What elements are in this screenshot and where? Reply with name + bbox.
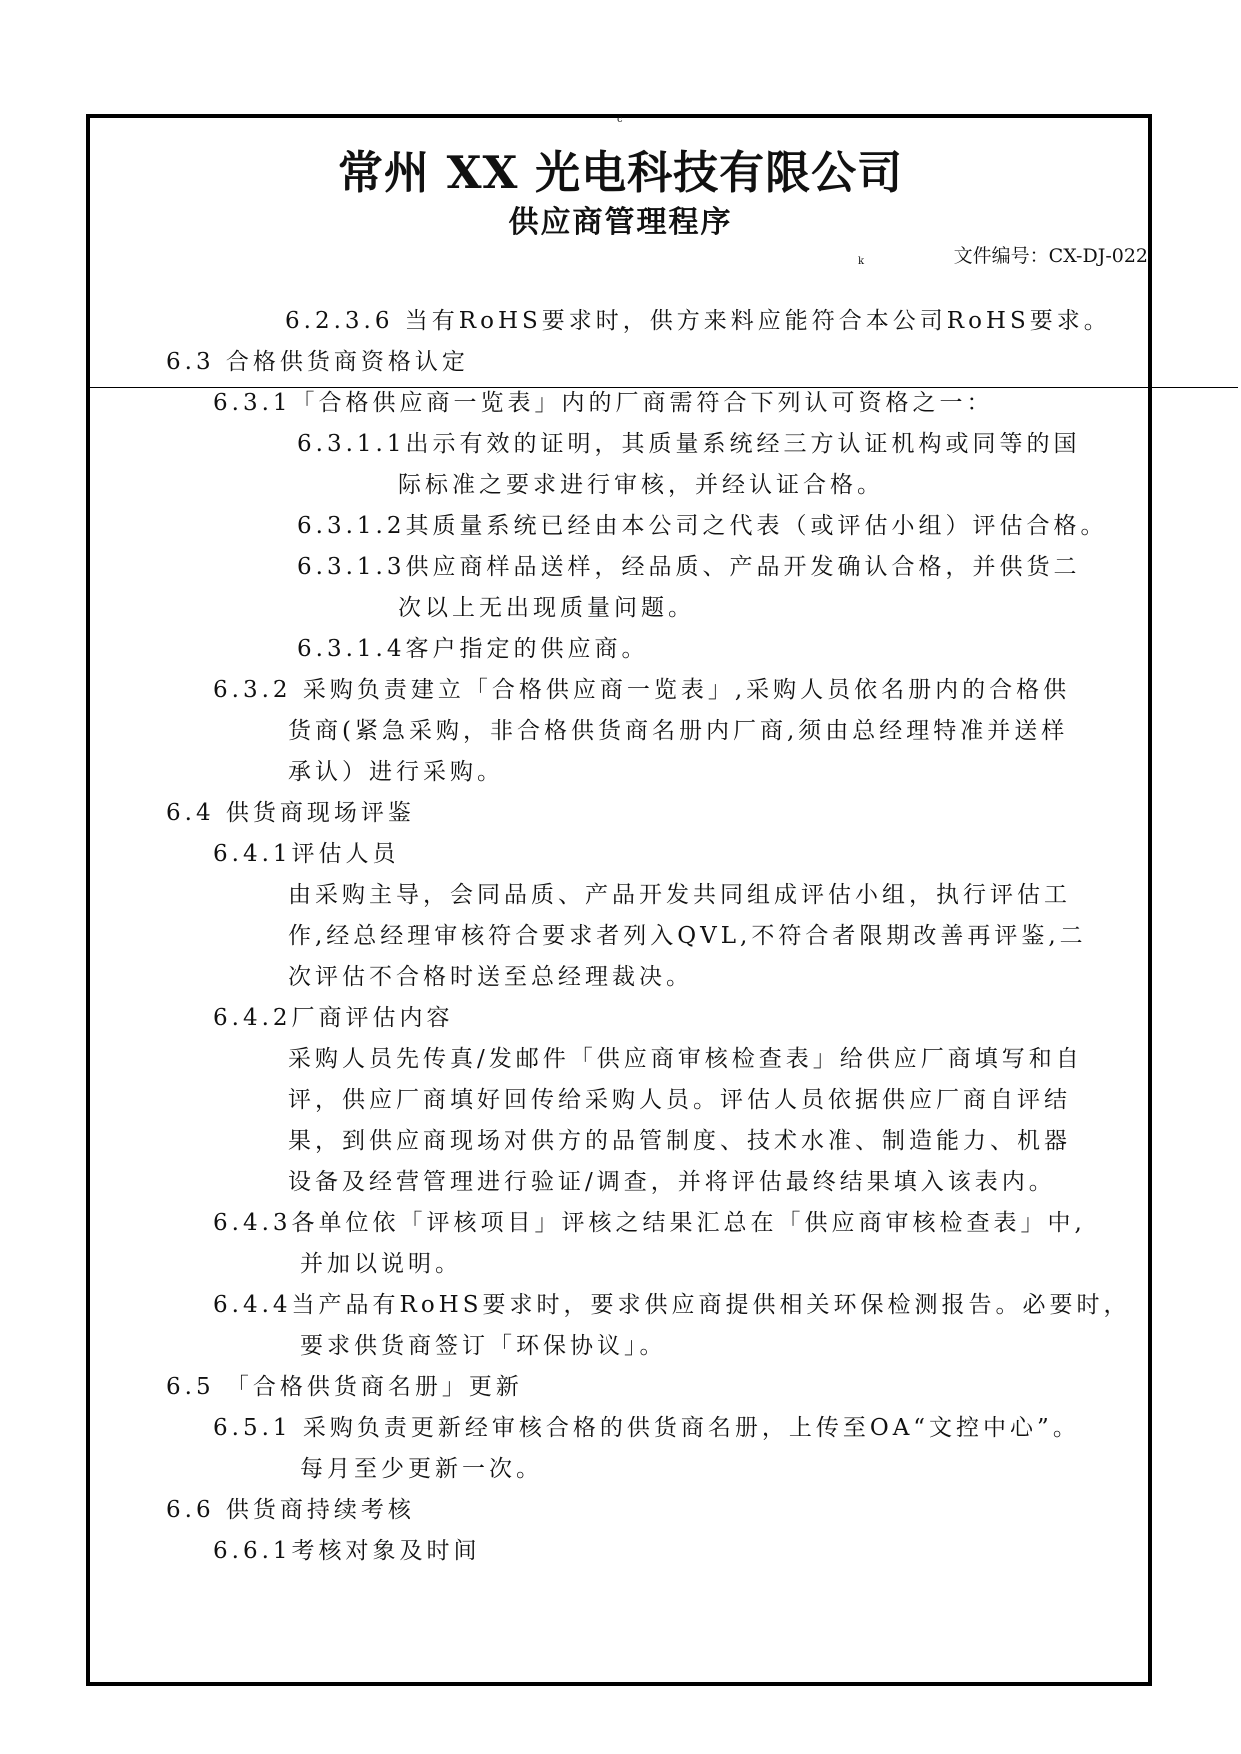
body-line: 6.4.4当产品有RoHS要求时，要求供应商提供相关环保检测报告。必要时， — [213, 1292, 1131, 1318]
section-heading: 6.6 供货商持续考核 — [166, 1497, 415, 1523]
company-name: 常州 XX 光电科技有限公司 — [337, 146, 904, 199]
body-line: 6.3.1「合格供应商一览表」内的厂商需符合下列认可资格之一： — [213, 390, 994, 416]
body-line: 际标准之要求进行审核，并经认证合格。 — [398, 472, 884, 498]
section-heading: 6.3 合格供货商资格认定 — [166, 349, 469, 375]
header-mark: c — [617, 114, 623, 125]
document-number: 文件编号：CX-DJ-022 — [953, 245, 1148, 267]
document-title: 供应商管理程序 — [508, 205, 733, 240]
body-line: 次以上无出现质量问题。 — [398, 595, 695, 621]
body-line: 采购人员先传真/发邮件「供应商审核检查表」给供应厂商填写和自 — [288, 1046, 1083, 1072]
body-line: 6.4.2厂商评估内容 — [213, 1005, 454, 1031]
body-line: 6.4.3各单位依「评核项目」评核之结果汇总在「供应商审核检查表」中, — [213, 1210, 1086, 1236]
body-line: 6.3.1.2其质量系统已经由本公司之代表（或评估小组）评估合格。 — [297, 513, 1108, 539]
body-line: 6.6.1考核对象及时间 — [213, 1538, 481, 1564]
body-line: 6.4.1评估人员 — [213, 841, 400, 867]
section-heading: 6.5 「合格供货商名册」更新 — [166, 1374, 523, 1400]
body-line: 要求供货商签订「环保协议」。 — [300, 1333, 667, 1359]
body-line: 6.3.1.1出示有效的证明，其质量系统经三方认证机构或同等的国 — [297, 431, 1081, 457]
body-line: 作,经总经理审核符合要求者列入QVL,不符合者限期改善再评鉴,二 — [288, 923, 1087, 949]
body-line: 次评估不合格时送至总经理裁决。 — [288, 964, 693, 990]
body-line: 6.3.2 采购负责建立「合格供应商一览表」,采购人员依名册内的合格供 — [213, 677, 1071, 703]
body-line: 果，到供应商现场对供方的品管制度、技术水准、制造能力、机器 — [288, 1128, 1071, 1154]
body-line: 承认）进行采购。 — [288, 759, 504, 785]
body-line: 每月至少更新一次。 — [300, 1456, 543, 1482]
body-line: 设备及经营管理进行验证/调查，并将评估最终结果填入该表内。 — [288, 1169, 1056, 1195]
body-line: 6.3.1.3供应商样品送样，经品质、产品开发确认合格，并供货二 — [297, 554, 1081, 580]
header-mark-k: k — [858, 256, 865, 267]
body-line: 6.5.1 采购负责更新经审核合格的供货商名册，上传至OA“文控中心”。 — [213, 1415, 1080, 1441]
body-line: 货商(紧急采购，非合格供货商名册内厂商,须由总经理特准并送样 — [288, 718, 1069, 744]
body-line: 6.3.1.4客户指定的供应商。 — [297, 636, 649, 662]
body-line: 由采购主导，会同品质、产品开发共同组成评估小组，执行评估工 — [288, 882, 1071, 908]
body-line: 6.2.3.6 当有RoHS要求时，供方来料应能符合本公司RoHS要求。 — [285, 308, 1111, 334]
body-line: 评，供应厂商填好回传给采购人员。评估人员依据供应厂商自评结 — [288, 1087, 1071, 1113]
body-line: 并加以说明。 — [300, 1251, 462, 1277]
section-heading: 6.4 供货商现场评鉴 — [166, 800, 415, 826]
